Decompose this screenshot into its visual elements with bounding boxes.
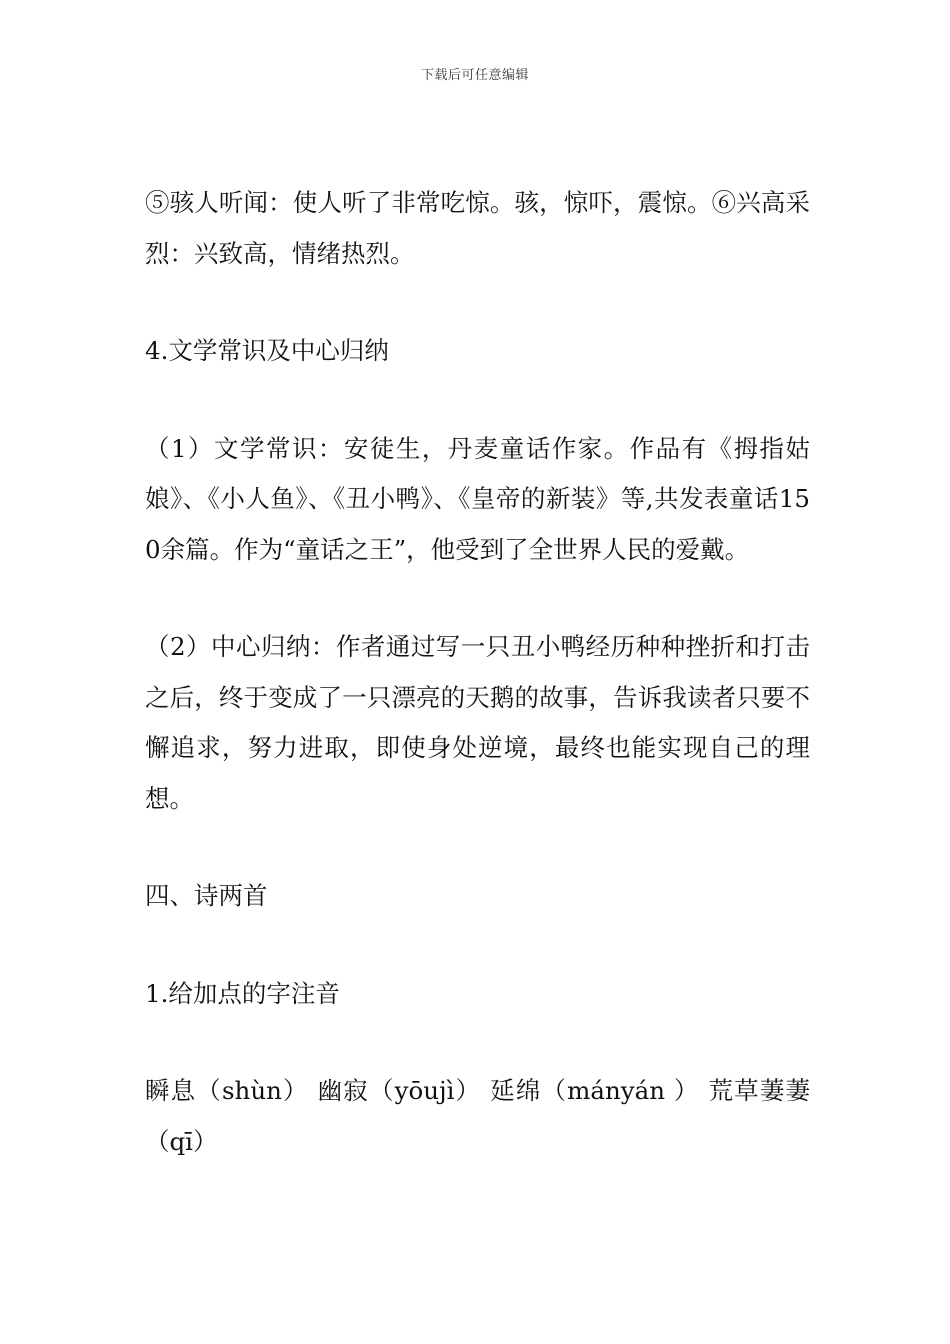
subheading-pinyin-exercise: 1.给加点的字注音 (145, 978, 340, 1008)
paragraph-central-idea: （2）中心归纳：作者通过写一只丑小鸭经历种种挫折和打击之后，终于变成了一只漂亮的天鹅的故事，告诉我读者只要不懈追求，努力进取，即使身处逆境，最终也能实现自己的理想。 (145, 632, 810, 813)
section-heading-literary-knowledge: 4.文学常识及中心归纳 (145, 336, 389, 365)
document-body (145, 178, 810, 1167)
section-heading-two-poems: 四、诗两首 (145, 881, 268, 910)
paragraph-pinyin-answers: 瞬息（shùn） 幽寂（yōujì） 延绵（mányán ） 荒草萋萋（qī） (145, 1076, 810, 1156)
page-header: 下载后可任意编辑 (420, 68, 529, 83)
paragraph-idiom-definitions: ⑤骇人听闻：使人听了非常吃惊。骇，惊吓，震惊。⑥兴高采烈：兴致高，情绪热烈。 (145, 188, 810, 268)
paragraph-literary-knowledge: （1）文学常识：安徒生，丹麦童话作家。作品有《拇指姑娘》、《小人鱼》、《丑小鸭》、《皇帝的新装》等,共发表童话150余篇。作为“童话之王”，他受到了全世界人民的爱戴。 (145, 433, 810, 564)
